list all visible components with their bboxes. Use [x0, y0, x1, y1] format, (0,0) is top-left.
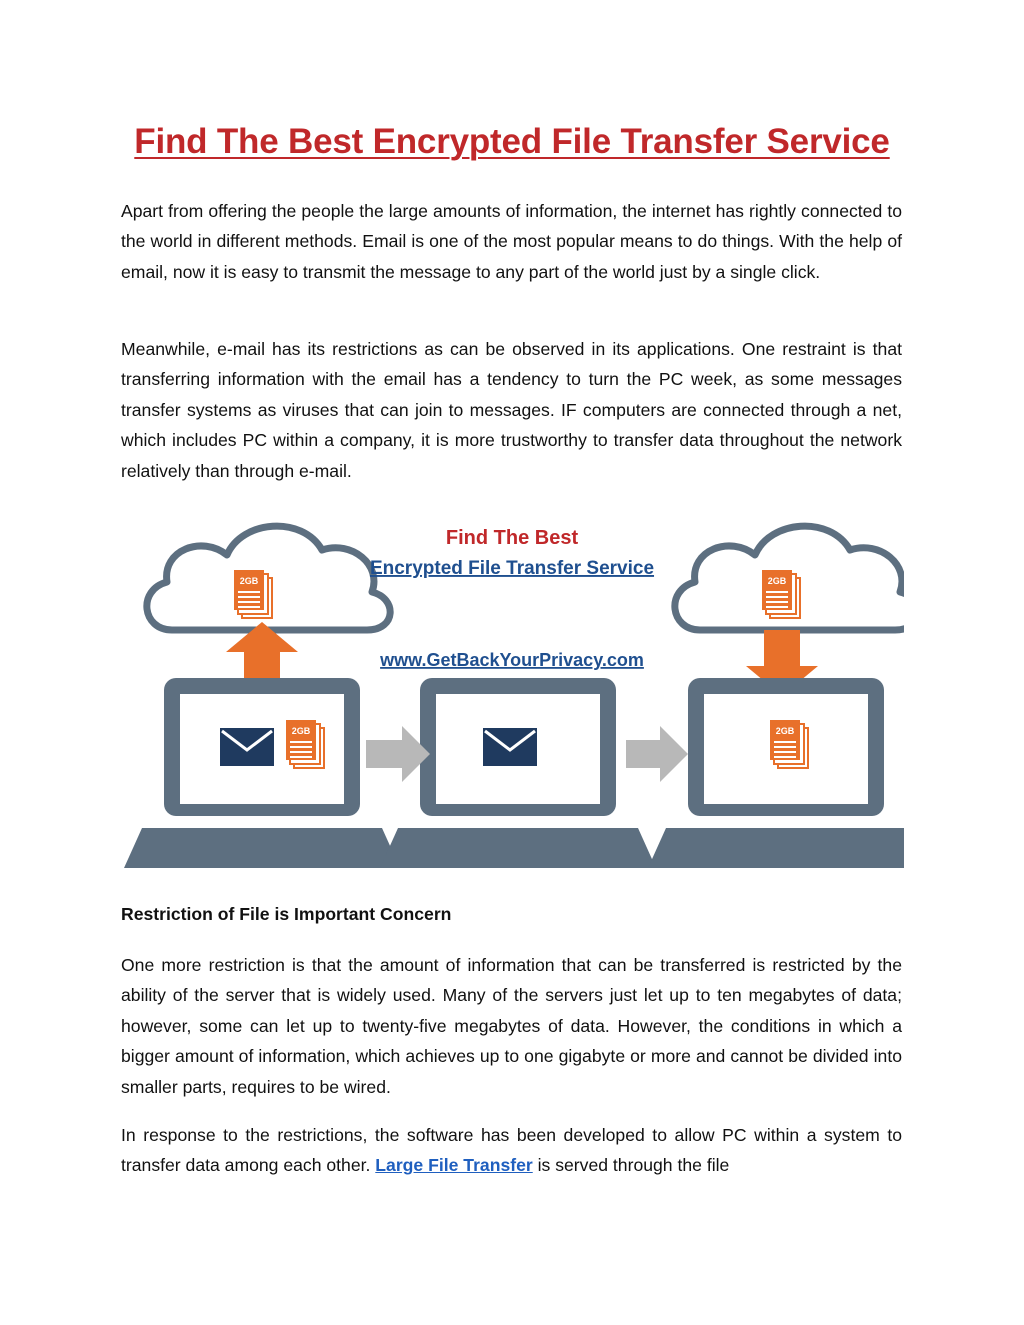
- file-size-label: 2GB: [767, 576, 787, 586]
- figure-heading-line2: Encrypted File Transfer Service: [369, 558, 655, 579]
- envelope-icon: [483, 728, 537, 766]
- left-cloud-icon: [147, 526, 390, 630]
- file-transfer-illustration: [120, 500, 904, 872]
- figure-website: www.GetBackYourPrivacy.com: [380, 650, 644, 670]
- envelope-icon: [220, 728, 274, 766]
- left-laptop-icon: [124, 678, 400, 868]
- file-size-paragraph: One more restriction is that the amount of information that can be transferred is restricted by the ability of the server that is widely used. Many of the servers just let up to ten megabytes of data; however, some can let up to twenty-five megabytes of data. However, the conditions in which a bigger amount of information, which achieves up to one gigabyte or more and cannot be divided into smaller parts, requires to be wired.: [121, 955, 902, 1097]
- restrictions-paragraph: Meanwhile, e-mail has its restrictions as can be observed in its applications. One restraint is that transferring information with the email has a tendency to turn the PC week, as some messages transfer systems as viruses that can join to messages. IF computers are connected through a net, which includes PC within a company, it is more trustworthy to transfer data throughout the network relatively than through e-mail.: [121, 339, 902, 481]
- right-cloud-file-icon: [762, 570, 800, 618]
- figure-heading-line1: Find The Best: [445, 527, 579, 549]
- right-laptop-icon: [648, 678, 904, 868]
- left-cloud-file-icon: [234, 570, 272, 618]
- laptop-file-icon: [770, 720, 808, 768]
- software-paragraph: [121, 1120, 902, 1181]
- page-title: Find The Best Encrypted File Transfer Service: [134, 122, 890, 161]
- paragraph-text: In response to the restrictions, the software has been developed to allow PC within a system to transfer data among each other.: [121, 1125, 902, 1176]
- laptop-file-icon: [286, 720, 324, 768]
- right-cloud-icon: [675, 526, 904, 630]
- section-heading: Restriction of File is Important Concern: [121, 904, 452, 924]
- file-size-label: 2GB: [775, 726, 795, 736]
- center-laptop-icon: [380, 678, 656, 868]
- transfer-arrow-icon: [626, 726, 688, 782]
- intro-paragraph: Apart from offering the people the large amounts of information, the internet has rightly connected to the world in different methods. Email is one of the most popular means to do things. With the help of email, now it is easy to transmit the message to any part of the world just by a single click.: [121, 201, 902, 282]
- paragraph-text: is served through the file: [532, 1155, 730, 1176]
- large-file-transfer-link[interactable]: Large File Transfer: [375, 1155, 533, 1176]
- file-size-label: 2GB: [291, 726, 311, 736]
- file-size-label: 2GB: [239, 576, 259, 586]
